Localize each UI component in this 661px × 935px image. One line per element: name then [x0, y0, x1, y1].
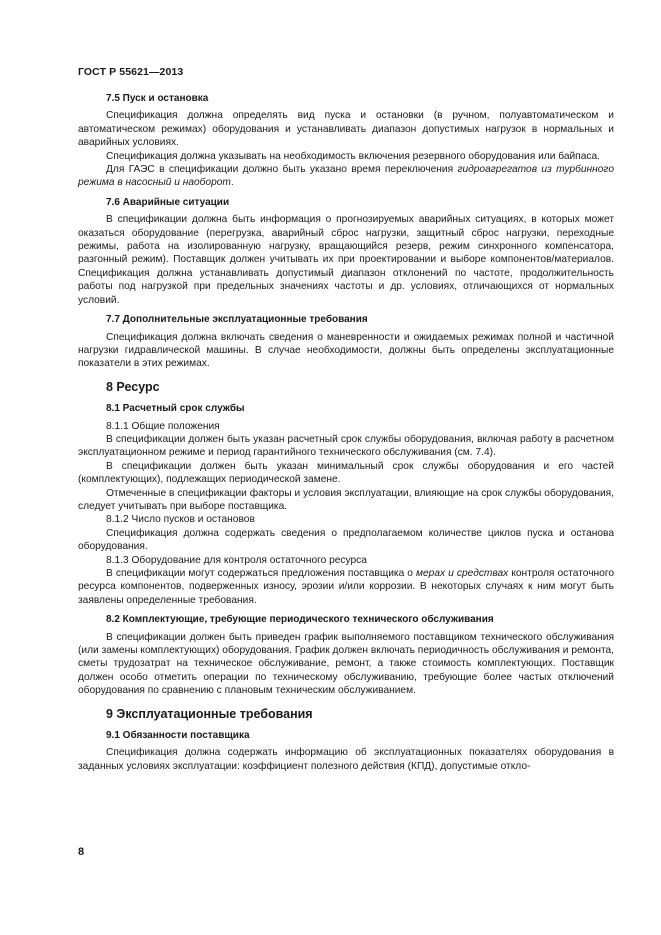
paragraph: Спецификация должна определять вид пуска и остановки (в ручном, полуавтоматическом и автоматическом режимах) оборудования и устанавливать диапазон допустимых нагрузок в нормальных и аварийных условиях. [78, 110, 614, 149]
text-run: контроля остаточного ресурса компонентов, подверженных износу, эрозии и/или коррозии. В некоторых случаях к ним могут быть заявлены определенные требования. [78, 568, 614, 606]
paragraph: Спецификация должна содержать информацию об эксплуатационных показателях оборудования в заданных условиях эксплуатации: коэффициент полезного действия (КПД), допустимые откло- [78, 747, 614, 772]
text-run: В спецификации могут содержаться предложения поставщика о [106, 568, 417, 579]
page-number: 8 [78, 846, 85, 858]
paragraph: В спецификации должен быть приведен график выполняемого поставщиком технического обслуживания (или замены комплектующих) оборудования. График должен включать периодичность обслуживания и ремонта, сметы трудозатрат на техническое обслуживание, ремонт, а также стоимость комплектующих. Поставщик должен особо отметить операции по техническому обслуживанию, требующие более частых отключений оборудования по сравнению с плановым техническим обслуживанием. [78, 631, 614, 697]
italic-text-run: мерах и средствах [416, 568, 509, 579]
text-run: . [230, 177, 234, 189]
text-run: Для ГАЭС в спецификации должно быть указано время переключения [106, 164, 458, 176]
section-8-2-title: 8.2 Комплектующие, требующие периодического технического обслуживания [106, 614, 494, 626]
paragraph: Отмеченные в спецификации факторы и условия эксплуатации, влияющие на срок службы оборудования, следует учитывать при выборе поставщика. [78, 487, 614, 512]
paragraph [78, 567, 614, 607]
subsection-heading: 8.1.2 Число пусков и остановов [106, 514, 255, 526]
section-7-5-title: 7.5 Пуск и остановка [106, 93, 209, 104]
section-7-6-title: 7.6 Аварийные ситуации [106, 196, 230, 208]
section-8-1-title: 8.1 Расчетный срок службы [106, 403, 245, 415]
section-7-7-title: 7.7 Дополнительные эксплуатационные требования [106, 314, 368, 326]
subsection-heading: 8.1.3 Оборудование для контроля остаточного ресурса [106, 554, 367, 566]
paragraph: Спецификация должна включать сведения о маневренности и ожидаемых режимах полной и частичной нагрузки гидравлической машины. В случае необходимости, должны быть определены эксплуатационные показатели в этих режимах. [78, 331, 614, 370]
section-8-title: 8 Ресурс [106, 379, 160, 394]
section-9-title: 9 Эксплуатационные требования [106, 706, 313, 721]
paragraph: В спецификации должен быть указан минимальный срок службы оборудования и его частей (комплектующих), подлежащих периодической замене. [78, 460, 614, 486]
italic-text-run: гидроагрегатов из турбинного режима в насосный и наоборот [78, 164, 615, 189]
paragraph: Спецификация должна содержать сведения о предполагаемом количестве циклов пуска и останова оборудования. [78, 527, 614, 553]
document-code-header: ГОСТ Р 55621—2013 [78, 66, 184, 78]
paragraph: В спецификации должен быть указан расчетный срок службы оборудования, включая работу в расчетном эксплуатационном режиме и период гарантийного технического обслуживания (см. 7.4). [78, 433, 614, 459]
section-9-1-title: 9.1 Обязанности поставщика [106, 730, 250, 742]
document-body [78, 92, 614, 773]
paragraph [78, 163, 614, 190]
paragraph: В спецификации должна быть информация о прогнозируемых аварийных ситуациях, в которых может оказаться оборудование (перегрузка, аварийный сброс нагрузки, защитный сброс нагрузки, переходные режимы, работа на изолированную нагрузку, вращающийся резерв, режим синхронного компенсатора, разгонный режим). Поставщик должен учитывать их при проектировании и выборе компонентов/материалов. Спецификация должна устанавливать допустимый диапазон отклонений по частоте, продолжительность работы под нагрузкой при предельных значениях частоты и др. условиях, отличающихся от нормальных условий. [78, 214, 614, 306]
paragraph: Спецификация должна указывать на необходимость включения резервного оборудования или байпаса. [106, 150, 600, 162]
subsection-heading: 8.1.1 Общие положения [106, 420, 220, 432]
